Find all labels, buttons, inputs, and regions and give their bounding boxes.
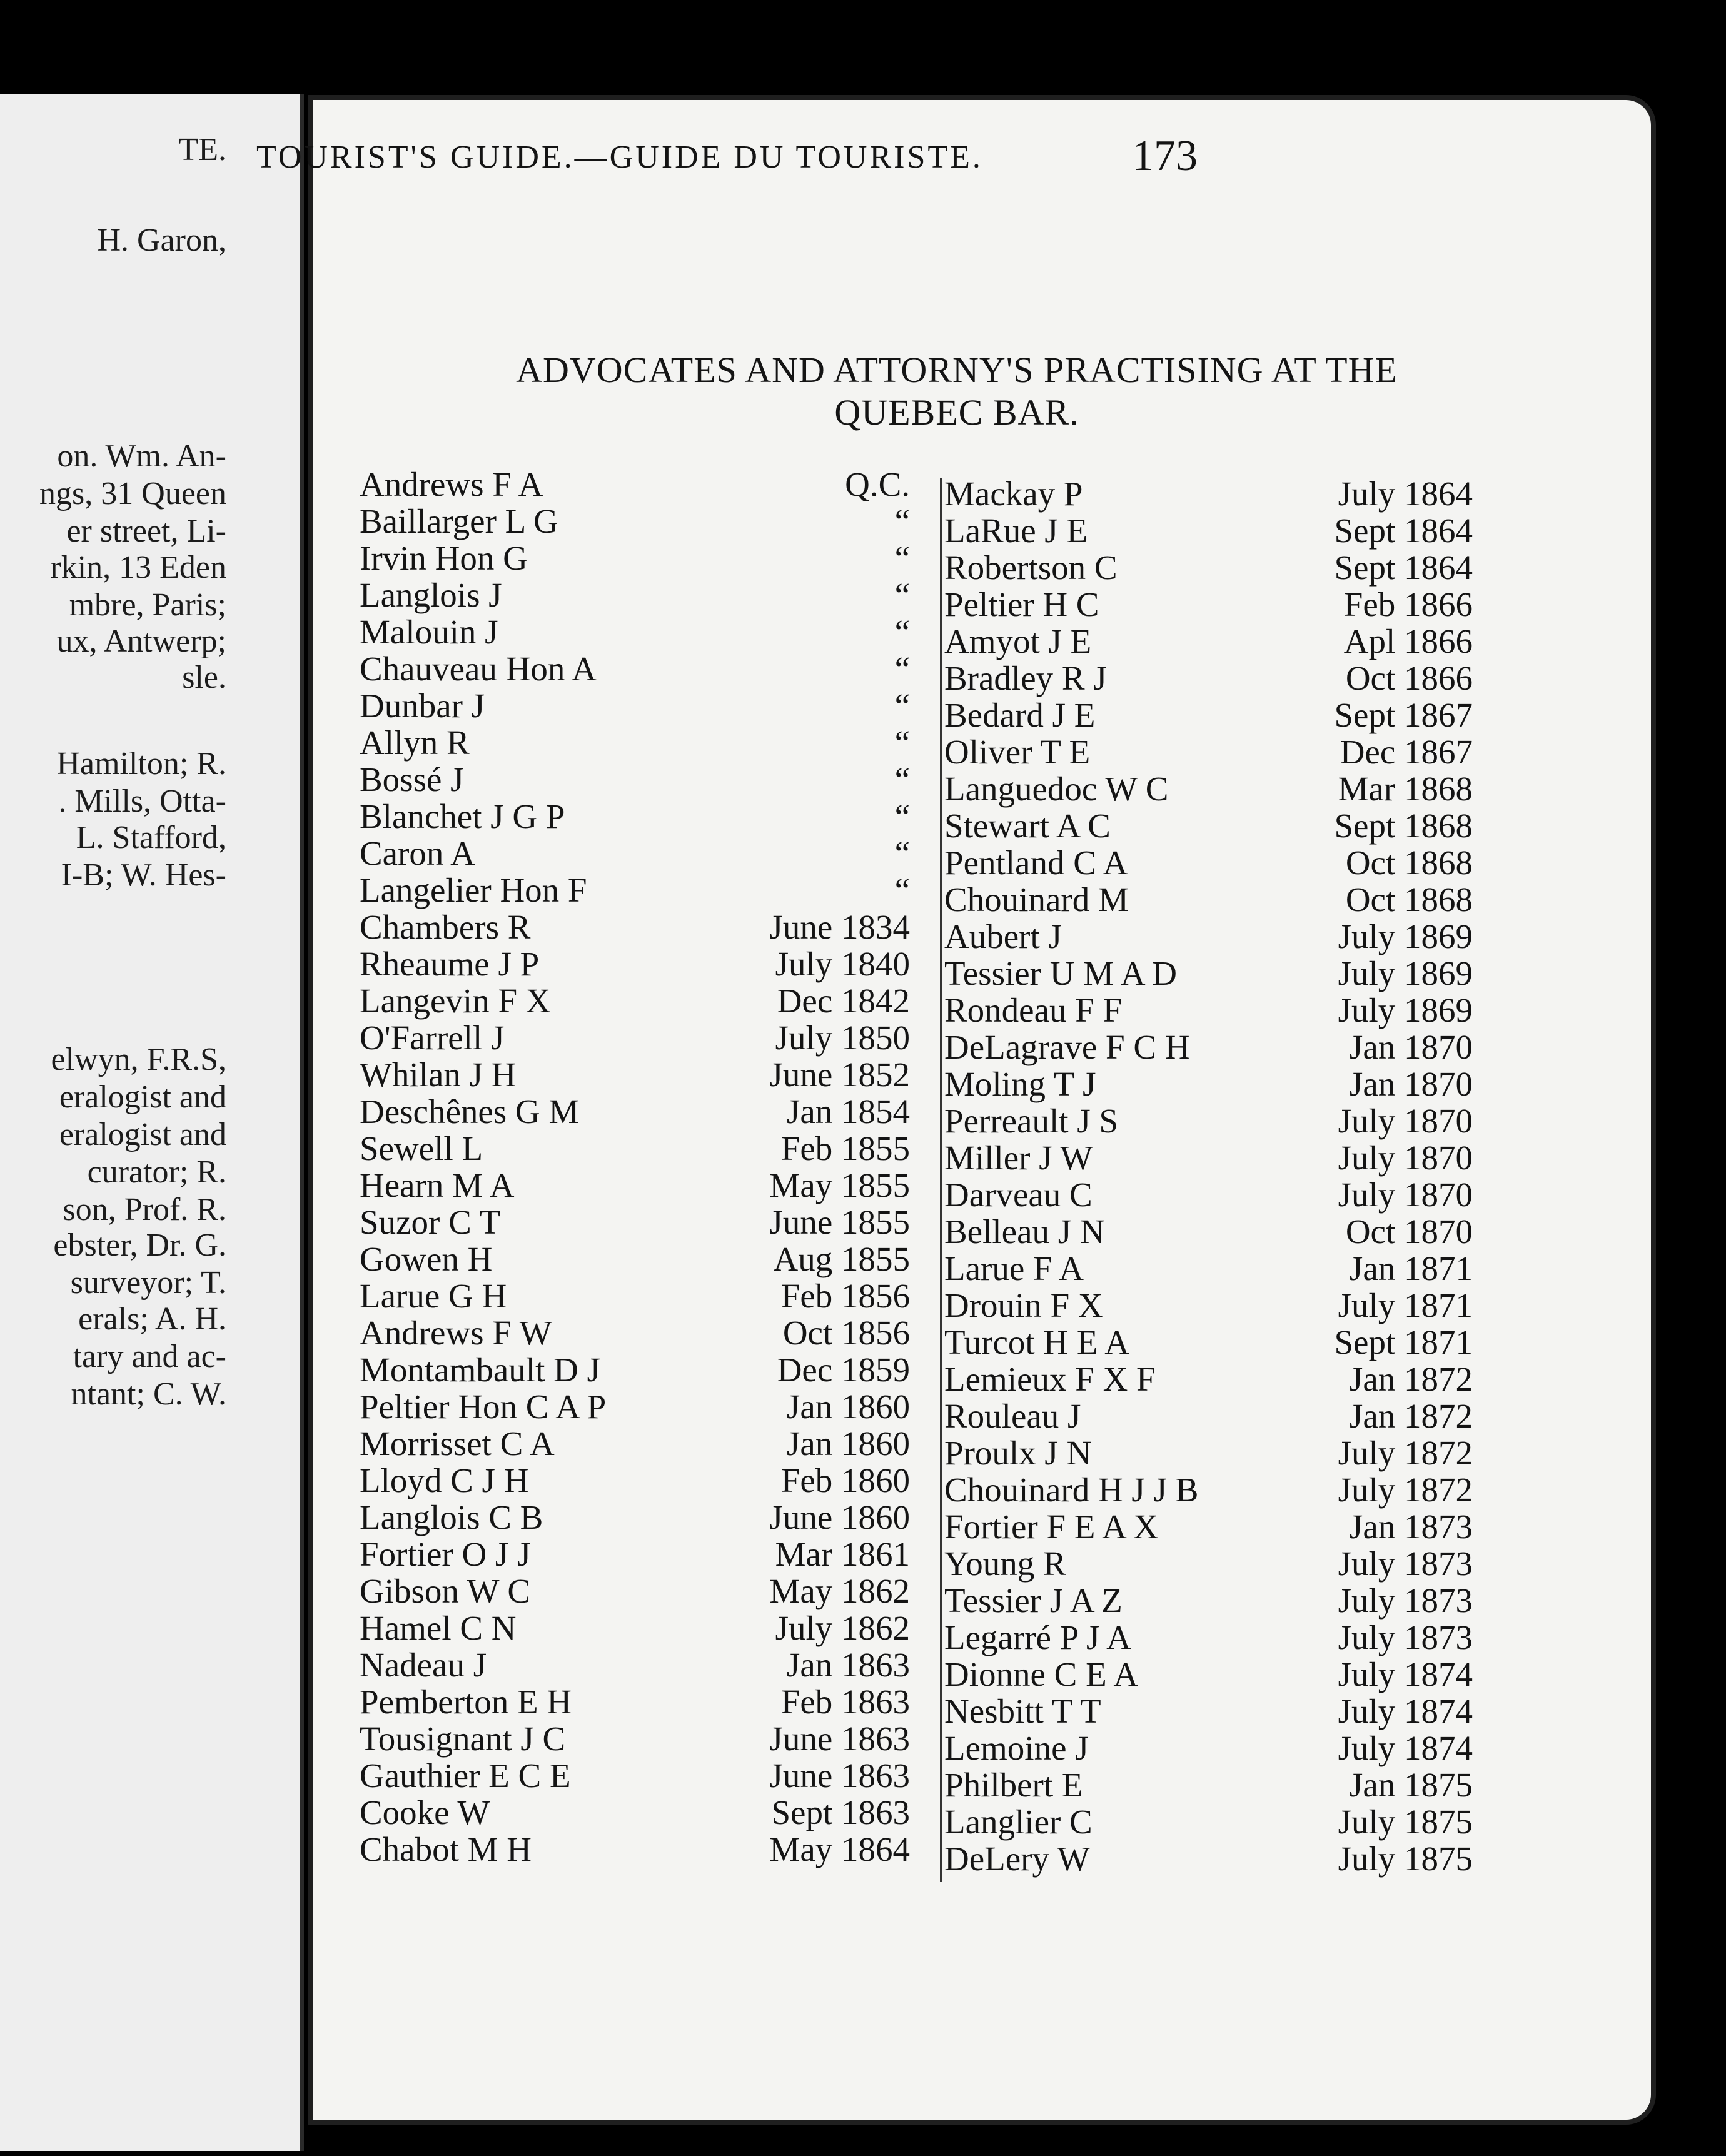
- roster-row: [944, 955, 1473, 992]
- roster-row: [360, 761, 910, 798]
- roster-row: [360, 1646, 910, 1683]
- admission-date: “: [894, 871, 910, 909]
- roster-row: [944, 1213, 1473, 1250]
- advocate-name: Fortier F E A X: [944, 1508, 1159, 1546]
- roster-row: [944, 1545, 1473, 1582]
- left-page-text-fragment: TE.: [178, 132, 226, 168]
- left-roster-column: [360, 466, 910, 1868]
- roster-row: [360, 613, 910, 650]
- admission-date: Jan 1873: [1349, 1508, 1473, 1546]
- left-page-text-fragment: sle.: [182, 660, 226, 695]
- roster-row: [360, 1757, 910, 1794]
- roster-row: [944, 1361, 1473, 1398]
- admission-date: Q.C.: [845, 465, 910, 503]
- admission-date: Oct 1868: [1345, 880, 1473, 919]
- roster-row: [360, 835, 910, 872]
- admission-date: July 1875: [1338, 1803, 1473, 1841]
- left-page-text-fragment: . Mills, Otta-: [58, 783, 226, 819]
- advocate-name: Dionne C E A: [944, 1655, 1139, 1693]
- roster-row: [360, 982, 910, 1019]
- advocate-name: Peltier H C: [944, 585, 1099, 623]
- roster-row: [360, 1241, 910, 1277]
- admission-date: July 1874: [1338, 1729, 1473, 1767]
- admission-date: Oct 1856: [782, 1314, 910, 1352]
- admission-date: Jan 1871: [1349, 1249, 1473, 1287]
- advocate-name: Moling T J: [944, 1065, 1096, 1103]
- advocate-name: Hamel C N: [360, 1609, 517, 1647]
- roster-row: [944, 1398, 1473, 1434]
- roster-row: [360, 1462, 910, 1499]
- advocate-name: Gibson W C: [360, 1572, 531, 1610]
- admission-date: “: [894, 797, 910, 835]
- advocate-name: Malouin J: [360, 613, 498, 651]
- roster-row: [944, 1139, 1473, 1176]
- advocate-name: Young R: [944, 1544, 1066, 1583]
- admission-date: July 1862: [775, 1609, 910, 1647]
- left-page-text-fragment: ngs, 31 Queen: [39, 476, 226, 511]
- roster-row: [360, 909, 910, 945]
- advocate-name: Stewart A C: [944, 807, 1111, 845]
- advocate-name: Larue G H: [360, 1277, 507, 1315]
- admission-date: Jan 1875: [1349, 1766, 1473, 1804]
- advocate-name: Languedoc W C: [944, 770, 1169, 808]
- admission-date: Sept 1867: [1334, 696, 1473, 734]
- running-head: TOURIST'S GUIDE.—GUIDE DU TOURISTE.: [256, 139, 983, 175]
- advocate-name: Miller J W: [944, 1139, 1093, 1177]
- advocate-name: Baillarger L G: [360, 502, 558, 540]
- admission-date: July 1874: [1338, 1692, 1473, 1730]
- admission-date: Mar 1861: [775, 1535, 910, 1573]
- advocate-name: Peltier Hon C A P: [360, 1388, 607, 1426]
- roster-row: [944, 1619, 1473, 1656]
- admission-date: July 1870: [1338, 1139, 1473, 1177]
- admission-date: July 1874: [1338, 1655, 1473, 1693]
- left-page-text-fragment: ux, Antwerp;: [56, 623, 226, 659]
- roster-row: [360, 872, 910, 909]
- advocate-name: Lemoine J: [944, 1729, 1089, 1767]
- admission-date: July 1870: [1338, 1176, 1473, 1214]
- admission-date: July 1875: [1338, 1840, 1473, 1878]
- admission-date: Sept 1868: [1334, 807, 1473, 845]
- advocate-name: Darveau C: [944, 1176, 1093, 1214]
- advocate-name: Chouinard M: [944, 880, 1129, 919]
- advocate-name: Fortier O J J: [360, 1535, 531, 1573]
- admission-date: July 1872: [1338, 1471, 1473, 1509]
- left-page-text-fragment: Hamilton; R.: [56, 746, 226, 782]
- advocate-name: Deschênes G M: [360, 1092, 580, 1131]
- roster-row: [360, 798, 910, 835]
- admission-date: Feb 1855: [780, 1129, 910, 1167]
- roster-row: [944, 807, 1473, 844]
- roster-row: [360, 503, 910, 540]
- roster-row: [360, 577, 910, 613]
- left-page-text-fragment: erals; A. H.: [78, 1301, 226, 1337]
- advocate-name: DeLagrave F C H: [944, 1028, 1190, 1066]
- advocate-name: Suzor C T: [360, 1203, 501, 1241]
- advocate-name: Belleau J N: [944, 1212, 1105, 1251]
- admission-date: June 1852: [769, 1055, 910, 1094]
- advocate-name: Bossé J: [360, 760, 464, 798]
- admission-date: “: [894, 760, 910, 798]
- advocate-name: Larue F A: [944, 1249, 1084, 1287]
- roster-row: [944, 1434, 1473, 1471]
- admission-date: July 1873: [1338, 1581, 1473, 1620]
- advocate-name: Rheaume J P: [360, 945, 540, 983]
- advocate-name: Lloyd C J H: [360, 1461, 529, 1499]
- roster-row: [944, 1656, 1473, 1693]
- admission-date: May 1864: [769, 1830, 910, 1868]
- left-page-text-fragment: ntant; C. W.: [71, 1376, 226, 1412]
- admission-date: July 1869: [1338, 917, 1473, 955]
- admission-date: July 1872: [1338, 1434, 1473, 1472]
- roster-row: [944, 623, 1473, 660]
- advocate-name: Philbert E: [944, 1766, 1083, 1804]
- roster-row: [944, 1582, 1473, 1619]
- roster-row: [944, 1324, 1473, 1361]
- advocate-name: Chouinard H J J B: [944, 1471, 1199, 1509]
- admission-date: July 1871: [1338, 1286, 1473, 1324]
- roster-row: [944, 1471, 1473, 1508]
- advocate-name: Langevin F X: [360, 982, 551, 1020]
- roster-row: [360, 1314, 910, 1351]
- admission-date: Sept 1863: [771, 1793, 910, 1831]
- left-page-text-fragment: surveyor; T.: [70, 1265, 226, 1301]
- roster-row: [360, 1204, 910, 1241]
- roster-row: [944, 1287, 1473, 1324]
- roster-row: [944, 1250, 1473, 1287]
- roster-row: [360, 1425, 910, 1462]
- admission-date: “: [894, 650, 910, 688]
- admission-date: Sept 1864: [1334, 511, 1473, 550]
- advocate-name: Proulx J N: [944, 1434, 1092, 1472]
- roster-row: [944, 992, 1473, 1029]
- admission-date: June 1834: [769, 908, 910, 946]
- admission-date: Mar 1868: [1338, 770, 1473, 808]
- advocate-name: Irvin Hon G: [360, 539, 528, 577]
- left-page-text-fragment: tary and ac-: [73, 1339, 226, 1374]
- advocate-name: Chabot M H: [360, 1830, 532, 1868]
- advocate-name: O'Farrell J: [360, 1019, 505, 1057]
- roster-row: [360, 1609, 910, 1646]
- advocate-name: Tessier J A Z: [944, 1581, 1123, 1620]
- left-page-text-fragment: elwyn, F.R.S,: [51, 1042, 226, 1077]
- advocate-name: Pentland C A: [944, 844, 1128, 882]
- section-title-line-1: ADVOCATES AND ATTORNY'S PRACTISING AT THE: [516, 350, 1398, 390]
- admission-date: “: [894, 502, 910, 540]
- roster-row: [944, 844, 1473, 881]
- left-page-text-fragment: er street, Li-: [66, 513, 226, 549]
- admission-date: Sept 1871: [1334, 1323, 1473, 1361]
- admission-date: Dec 1859: [777, 1351, 910, 1389]
- admission-date: Dec 1842: [777, 982, 910, 1020]
- admission-date: June 1860: [769, 1498, 910, 1536]
- advocate-name: Aubert J: [944, 917, 1062, 955]
- admission-date: July 1869: [1338, 954, 1473, 992]
- roster-row: [944, 1508, 1473, 1545]
- admission-date: Jan 1872: [1349, 1360, 1473, 1398]
- advocate-name: Whilan J H: [360, 1055, 517, 1094]
- advocate-name: Tousignant J C: [360, 1720, 566, 1758]
- roster-row: [944, 660, 1473, 697]
- roster-row: [944, 697, 1473, 733]
- admission-date: Oct 1866: [1345, 659, 1473, 697]
- section-title-line-2: QUEBEC BAR.: [834, 392, 1079, 433]
- left-page-text-fragment: I-B; W. Hes-: [61, 857, 226, 893]
- roster-row: [944, 1840, 1473, 1877]
- roster-row: [360, 687, 910, 724]
- left-page-text-fragment: L. Stafford,: [76, 820, 226, 855]
- advocate-name: Nesbitt T T: [944, 1692, 1101, 1730]
- advocate-name: Langlois C B: [360, 1498, 543, 1536]
- advocate-name: Andrews F W: [360, 1314, 552, 1352]
- left-page-text-fragment: son, Prof. R.: [63, 1192, 226, 1227]
- roster-row: [360, 1167, 910, 1204]
- admission-date: July 1873: [1338, 1544, 1473, 1583]
- advocate-name: Perreault J S: [944, 1102, 1119, 1140]
- roster-row: [944, 881, 1473, 918]
- admission-date: Apl 1866: [1343, 622, 1473, 660]
- advocate-name: Tessier U M A D: [944, 954, 1177, 992]
- left-page-fragment: [0, 94, 304, 2151]
- admission-date: Aug 1855: [773, 1240, 910, 1278]
- admission-date: “: [894, 834, 910, 872]
- advocate-name: Langlois J: [360, 576, 502, 614]
- roster-row: [360, 1093, 910, 1130]
- advocate-name: Oliver T E: [944, 733, 1091, 771]
- advocate-name: Lemieux F X F: [944, 1360, 1156, 1398]
- admission-date: Feb 1863: [780, 1683, 910, 1721]
- admission-date: June 1855: [769, 1203, 910, 1241]
- left-page-text-fragment: ebster, Dr. G.: [53, 1227, 226, 1263]
- roster-row: [360, 1720, 910, 1757]
- advocate-name: Pemberton E H: [360, 1683, 572, 1721]
- roster-row: [944, 1065, 1473, 1102]
- advocate-name: Bradley R J: [944, 659, 1107, 697]
- roster-row: [944, 586, 1473, 623]
- roster-row: [944, 733, 1473, 770]
- right-roster-column: [944, 475, 1473, 1877]
- admission-date: Jan 1854: [786, 1092, 910, 1131]
- advocate-name: Gauthier E C E: [360, 1756, 571, 1795]
- admission-date: “: [894, 576, 910, 614]
- roster-row: [360, 1573, 910, 1609]
- advocate-name: Gowen H: [360, 1240, 493, 1278]
- admission-date: “: [894, 613, 910, 651]
- roster-row: [360, 540, 910, 577]
- roster-row: [360, 1130, 910, 1167]
- admission-date: May 1855: [769, 1166, 910, 1204]
- admission-date: Jan 1870: [1349, 1028, 1473, 1066]
- roster-row: [360, 1536, 910, 1573]
- left-page-text-fragment: H. Garon,: [97, 223, 226, 258]
- left-page-text-fragment: mbre, Paris;: [69, 587, 226, 623]
- page-number: 173: [1132, 132, 1198, 180]
- roster-row: [360, 1683, 910, 1720]
- admission-date: Jan 1863: [786, 1646, 910, 1684]
- advocate-name: Rondeau F F: [944, 991, 1123, 1029]
- admission-date: Jan 1860: [786, 1424, 910, 1463]
- admission-date: “: [894, 539, 910, 577]
- admission-date: July 1869: [1338, 991, 1473, 1029]
- left-page-text-fragment: eralogist and: [59, 1079, 226, 1115]
- roster-row: [944, 1693, 1473, 1730]
- roster-row: [944, 770, 1473, 807]
- advocate-name: Dunbar J: [360, 687, 485, 725]
- admission-date: Jan 1870: [1349, 1065, 1473, 1103]
- roster-row: [944, 1029, 1473, 1065]
- roster-row: [360, 1794, 910, 1831]
- admission-date: Oct 1868: [1345, 844, 1473, 882]
- roster-row: [360, 945, 910, 982]
- left-page-text-fragment: on. Wm. An-: [57, 438, 226, 474]
- advocate-name: Morrisset C A: [360, 1424, 555, 1463]
- advocate-name: Nadeau J: [360, 1646, 487, 1684]
- roster-row: [944, 1730, 1473, 1766]
- advocate-name: Langlier C: [944, 1803, 1093, 1841]
- roster-row: [944, 1102, 1473, 1139]
- roster-row: [944, 512, 1473, 549]
- admission-date: Dec 1867: [1340, 733, 1473, 771]
- admission-date: May 1862: [769, 1572, 910, 1610]
- roster-row: [944, 918, 1473, 955]
- roster-row: [944, 1766, 1473, 1803]
- advocate-name: Andrews F A: [360, 465, 543, 503]
- roster-row: [360, 650, 910, 687]
- admission-date: July 1870: [1338, 1102, 1473, 1140]
- left-page-text-fragment: eralogist and: [59, 1117, 226, 1152]
- admission-date: Feb 1856: [780, 1277, 910, 1315]
- roster-row: [360, 1351, 910, 1388]
- roster-row: [360, 466, 910, 503]
- advocate-name: Sewell L: [360, 1129, 483, 1167]
- admission-date: Jan 1860: [786, 1388, 910, 1426]
- admission-date: Oct 1870: [1345, 1212, 1473, 1251]
- roster-row: [360, 724, 910, 761]
- admission-date: “: [894, 723, 910, 762]
- advocate-name: Chauveau Hon A: [360, 650, 597, 688]
- column-divider: [940, 478, 942, 1882]
- advocate-name: LaRue J E: [944, 511, 1088, 550]
- left-page-text-fragment: rkin, 13 Eden: [50, 550, 226, 585]
- advocate-name: Rouleau J: [944, 1397, 1081, 1435]
- advocate-name: Legarré P J A: [944, 1618, 1131, 1656]
- admission-date: June 1863: [769, 1720, 910, 1758]
- roster-row: [944, 475, 1473, 512]
- roster-row: [944, 1803, 1473, 1840]
- left-page-text-fragment: curator; R.: [87, 1154, 226, 1190]
- admission-date: July 1850: [775, 1019, 910, 1057]
- admission-date: July 1864: [1338, 475, 1473, 513]
- advocate-name: Robertson C: [944, 548, 1118, 587]
- roster-row: [360, 1056, 910, 1093]
- admission-date: Sept 1864: [1334, 548, 1473, 587]
- roster-row: [944, 549, 1473, 586]
- advocate-name: Caron A: [360, 834, 475, 872]
- advocate-name: Chambers R: [360, 908, 531, 946]
- admission-date: July 1840: [775, 945, 910, 983]
- admission-date: Feb 1866: [1343, 585, 1473, 623]
- advocate-name: Allyn R: [360, 723, 470, 762]
- advocate-name: Montambault D J: [360, 1351, 600, 1389]
- roster-row: [360, 1019, 910, 1056]
- roster-row: [360, 1831, 910, 1868]
- advocate-name: Cooke W: [360, 1793, 490, 1831]
- advocate-name: Amyot J E: [944, 622, 1092, 660]
- roster-row: [360, 1277, 910, 1314]
- advocate-name: Drouin F X: [944, 1286, 1103, 1324]
- roster-row: [360, 1499, 910, 1536]
- advocate-name: Mackay P: [944, 475, 1083, 513]
- advocate-name: Turcot H E A: [944, 1323, 1129, 1361]
- advocate-name: Bedard J E: [944, 696, 1096, 734]
- roster-row: [944, 1176, 1473, 1213]
- admission-date: “: [894, 687, 910, 725]
- advocate-name: Hearn M A: [360, 1166, 515, 1204]
- advocate-name: Blanchet J G P: [360, 797, 565, 835]
- roster-row: [360, 1388, 910, 1425]
- advocate-name: DeLery W: [944, 1840, 1090, 1878]
- admission-date: June 1863: [769, 1756, 910, 1795]
- advocate-name: Langelier Hon F: [360, 871, 587, 909]
- admission-date: Jan 1872: [1349, 1397, 1473, 1435]
- admission-date: July 1873: [1338, 1618, 1473, 1656]
- admission-date: Feb 1860: [780, 1461, 910, 1499]
